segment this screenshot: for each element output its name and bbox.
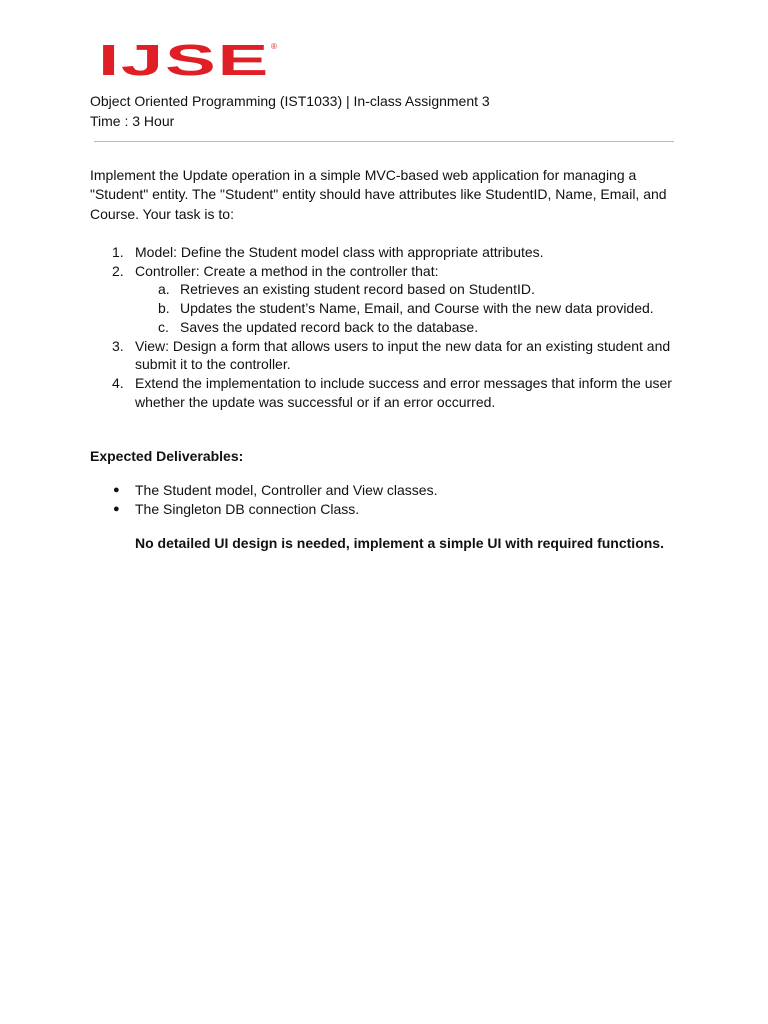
task-number: 1. [112,244,124,260]
task-text: View: Design a form that allows users to input the new data for an existing student and submit it to the controller. [135,337,671,373]
subtask-text: Saves the updated record back to the database. [180,318,479,335]
task-item [90,374,675,411]
subtask-item [90,318,690,337]
intro-paragraph: Implement the Update operation in a simple MVC-based web application for managing a "Student" entity. The "Student" entity should have attributes like StudentID, Name, Email, and Course. Your task is to: [90,167,667,222]
ui-note: No detailed UI design is needed, implement a simple UI with required functions. [135,535,664,551]
task-number: 4. [112,374,124,391]
registered-mark: ® [271,42,277,51]
deliverable-item [90,500,690,519]
subtask-letter: a. [158,281,170,298]
subtask-text: Updates the student’s Name, Email, and Course with the new data provided. [180,300,654,317]
task-number: 3. [112,337,124,354]
deliverables-list [90,481,690,518]
subtask-item [90,280,690,299]
header-divider [94,141,674,142]
deliverables-heading: Expected Deliverables: [90,448,244,464]
subtask-letter: b. [158,300,170,317]
subtask-text: Retrieves an existing student record based on StudentID. [180,281,535,298]
subtask-letter: c. [158,318,169,335]
ijse-logo [98,40,282,80]
logo-text: IJSE [98,40,270,80]
deliverable-text: The Student model, Controller and View classes. [135,482,438,498]
bullet-icon: ● [113,502,120,515]
bullet-icon: ● [113,484,120,496]
task-item [90,337,675,374]
task-text: Controller: Create a method in the controller that: [135,262,439,279]
task-number: 2. [112,262,124,279]
task-text: Extend the implementation to include success and error messages that inform the user whether the update was successful or if an error occurred. [135,374,672,410]
deliverable-text: The Singleton DB connection Class. [135,500,360,517]
time-limit: Time : 3 Hour [90,113,175,129]
task-item [90,262,675,281]
deliverable-item [90,481,690,500]
task-list [90,243,690,411]
subtask-item [90,299,690,318]
task-text: Model: Define the Student model class with appropriate attributes. [135,244,544,260]
course-title: Object Oriented Programming (IST1033) | In-class Assignment 3 [90,93,490,109]
task-item [90,243,675,262]
